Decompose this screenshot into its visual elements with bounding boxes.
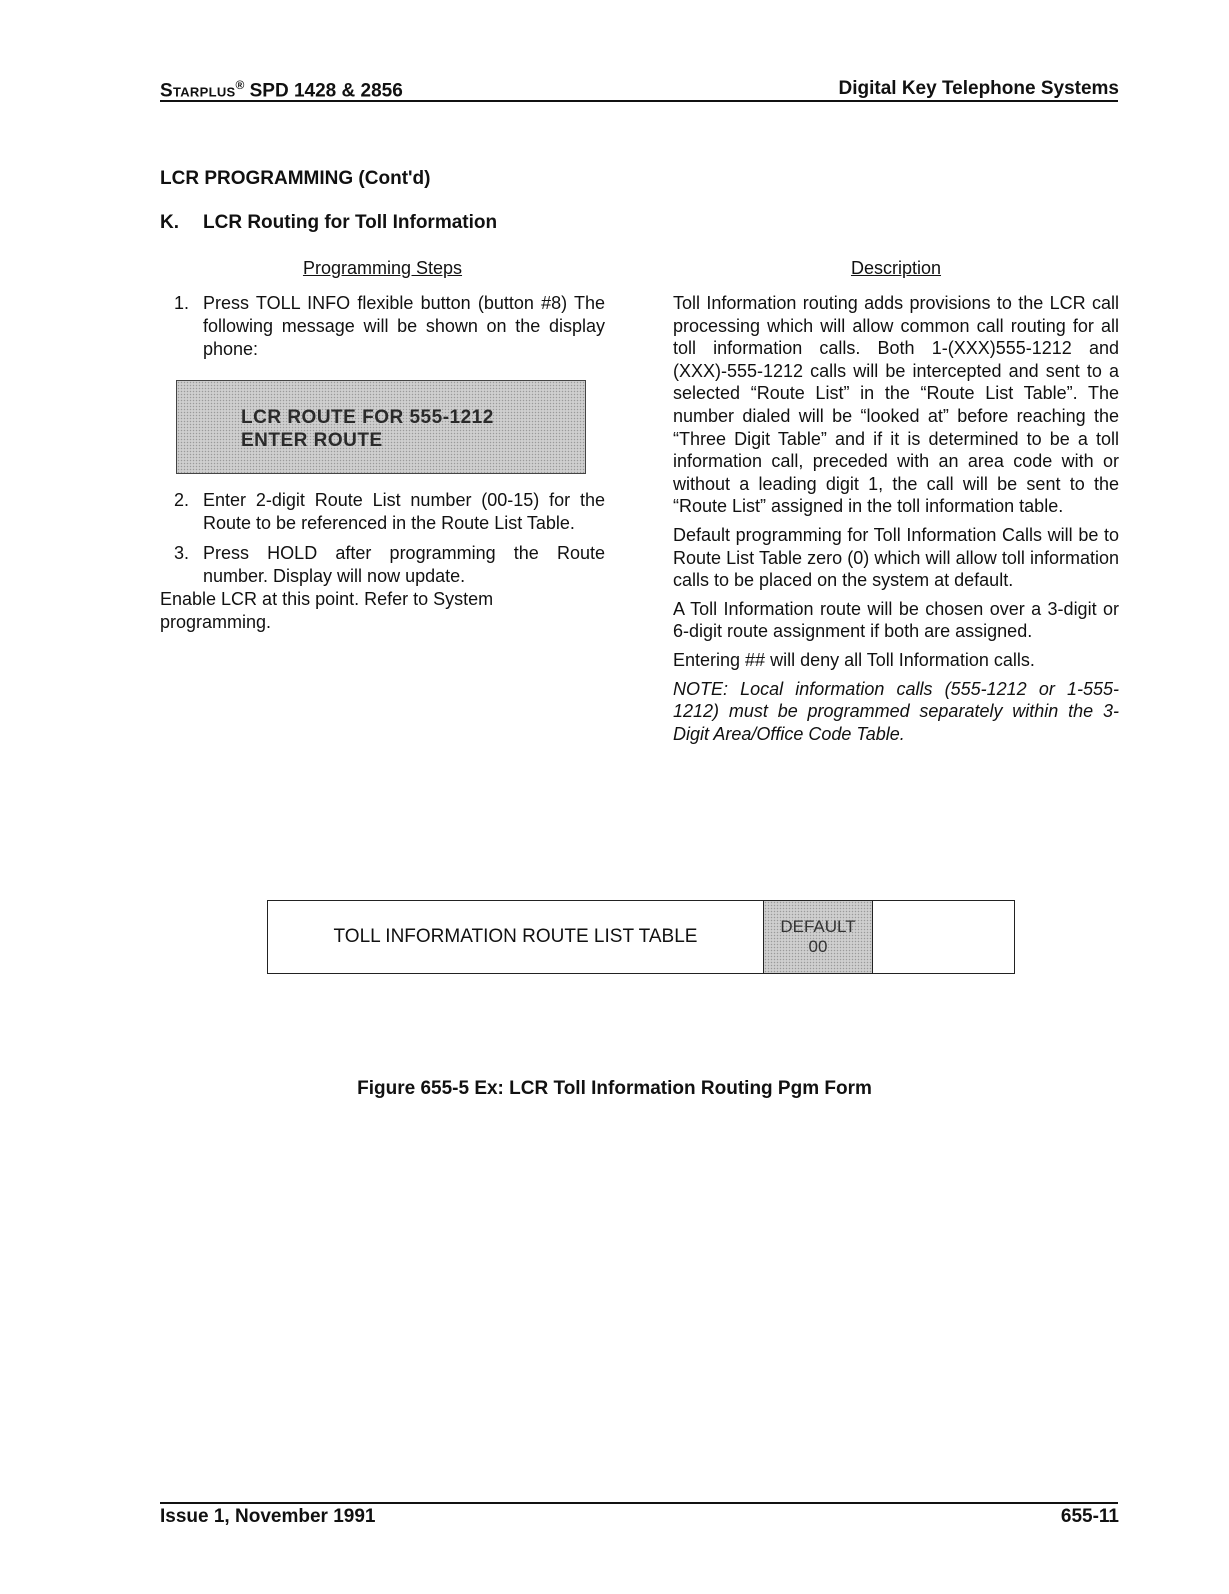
default-cell xyxy=(763,901,873,973)
step-number: 3. xyxy=(174,543,190,563)
subsection-heading xyxy=(160,212,497,234)
description-paragraph: Entering ## will deny all Toll Information calls. xyxy=(673,649,1035,670)
description-paragraph: Toll Information routing adds provisions to the LCR call processing which will allow common call routing for all toll information calls. Both 1-(XXX)555-1212 and (XXX)-555-1212 calls will be intercepted and sent to a selected “Route List” in the “Route List Table”. The number dialed will be “looked at” before reaching the “Three Digit Table” and if it is determined to be a toll information call, preceded with an area code with or without a leading digit 1, the call will be sent to the “Route List” assigned in the toll information table. xyxy=(673,293,1119,517)
default-value: 00 xyxy=(808,937,828,956)
step-text: Enter 2-digit Route List number (00-15) for the Route to be referenced in the Route List Table. xyxy=(203,490,605,533)
section-title: LCR PROGRAMMING (Cont'd) xyxy=(160,168,431,189)
description-paragraph: Default programming for Toll Information Calls will be to Route List Table zero (0) which will allow toll information calls to be placed on the system at default. xyxy=(673,524,1119,591)
step-text: Press HOLD after programming the Route number. Display will now update. xyxy=(203,543,605,586)
step-1 xyxy=(160,292,605,361)
footer-rule xyxy=(160,1502,1118,1504)
registered-mark: ® xyxy=(235,78,245,92)
footer-issue: Issue 1, November 1991 xyxy=(160,1506,376,1527)
description-body xyxy=(673,292,1119,751)
subsection-letter: K. xyxy=(160,212,179,233)
display-line-1: LCR ROUTE FOR 555-1212 xyxy=(241,407,494,428)
enable-lcr-note: Enable LCR at this point. Refer to System programming. xyxy=(160,589,494,632)
default-label: DEFAULT xyxy=(780,917,856,936)
subsection-title: LCR Routing for Toll Information xyxy=(203,212,498,233)
header-right-title: Digital Key Telephone Systems xyxy=(838,78,1119,99)
step-2 xyxy=(160,489,605,535)
route-list-form-table xyxy=(267,900,1015,974)
description-heading: Description xyxy=(850,258,942,278)
step-number: 2. xyxy=(174,490,190,510)
brand-name: Starplus xyxy=(160,80,236,102)
route-entry-cell[interactable] xyxy=(872,901,1013,973)
header-title xyxy=(160,78,403,102)
description-note: NOTE: Local information calls (555-1212 or 1-555-1212) must be programmed separately within the 3-Digit Area/Office Code Table. xyxy=(673,678,1119,744)
display-phone-message xyxy=(176,380,586,474)
figure-caption: Figure 655-5 Ex: LCR Toll Information Routing Pgm Form xyxy=(357,1078,872,1099)
display-line-2: ENTER ROUTE xyxy=(241,430,383,451)
form-table-label: TOLL INFORMATION ROUTE LIST TABLE xyxy=(333,926,698,947)
model-name: SPD 1428 & 2856 xyxy=(249,80,403,102)
step-3 xyxy=(160,542,605,588)
footer-page-number: 655-11 xyxy=(1060,1506,1119,1527)
description-paragraph: A Toll Information route will be chosen over a 3-digit or 6-digit route assignment if both are assigned. xyxy=(673,598,1119,642)
step-number: 1. xyxy=(174,293,190,313)
step-text: Press TOLL INFO flexible button (button #8) The following message will be shown on the display phone: xyxy=(203,293,605,359)
header-rule xyxy=(160,100,1118,102)
programming-steps-heading: Programming Steps xyxy=(302,258,463,278)
